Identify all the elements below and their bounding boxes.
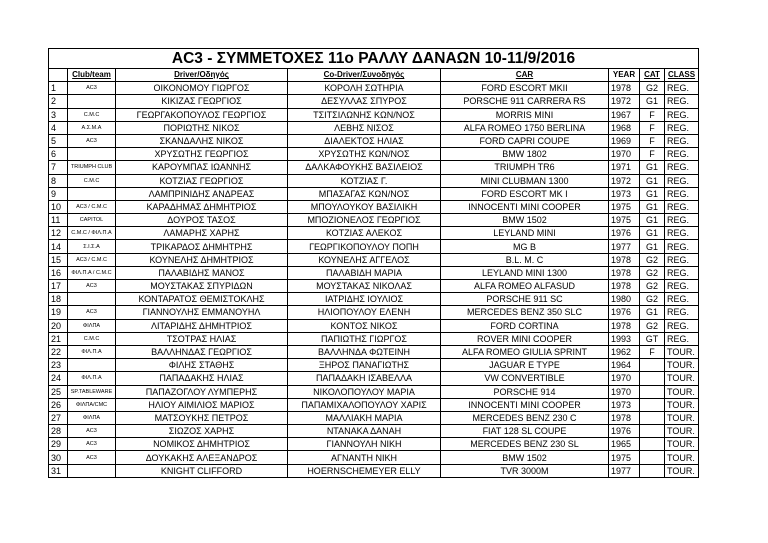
table-row	[49, 293, 699, 306]
entry-number-cell: 11	[49, 214, 68, 227]
entry-number-cell: 29	[49, 438, 68, 451]
car-model-cell: MERCEDES BENZ 230 C	[441, 411, 609, 424]
driver-name-cell: ΒΑΛΛΗΝΔΑΣ ΓΕΩΡΓΙΟΣ	[116, 345, 288, 358]
car-year-cell: 1975	[609, 200, 640, 213]
car-model-cell: FORD CAPRI COUPE	[441, 134, 609, 147]
driver-name-cell: ΛΑΜΑΡΗΣ ΧΑΡΗΣ	[116, 227, 288, 240]
codriver-name-cell: ΒΑΛΛΗΝΔΑ ΦΩΤΕΙΝΗ	[288, 345, 441, 358]
car-year-cell: 1972	[609, 174, 640, 187]
club-team-cell: AC3	[68, 451, 116, 464]
car-year-cell: 1980	[609, 293, 640, 306]
driver-name-cell: ΣΙΩΖΟΣ ΧΑΡΗΣ	[116, 425, 288, 438]
driver-name-cell: ΧΡΥΣΩΤΗΣ ΓΕΩΡΓΙΟΣ	[116, 148, 288, 161]
entry-number-cell: 28	[49, 425, 68, 438]
car-year-cell: 1971	[609, 161, 640, 174]
codriver-name-cell: ΚΟΤΖΙΑΣ ΑΛΕΚΟΣ	[288, 227, 441, 240]
car-model-cell: PORSCHE 911 CARRERA RS	[441, 95, 609, 108]
club-team-cell: AC3	[68, 438, 116, 451]
car-year-cell: 1970	[609, 385, 640, 398]
category-cell: G1	[640, 240, 665, 253]
codriver-name-cell: ΜΑΛΛΙΑΚΗ ΜΑΡΙΑ	[288, 411, 441, 424]
codriver-name-cell: ΧΡΥΣΩΤΗΣ ΚΩΝ/ΝΟΣ	[288, 148, 441, 161]
car-model-cell: B.L. M. C	[441, 253, 609, 266]
codriver-name-cell: ΝΙΚΟΛΟΠΟΥΛΟΥ ΜΑΡΙΑ	[288, 385, 441, 398]
driver-name-cell: ΠΑΛΑΒΙΔΗΣ ΜΑΝΟΣ	[116, 266, 288, 279]
codriver-name-cell: ΚΟΡΟΛΗ ΣΩΤΗΡΙΑ	[288, 82, 441, 95]
codriver-name-cell: ΝΤΑΝΑΚΑ ΔΑΝΑΗ	[288, 425, 441, 438]
table-row	[49, 280, 699, 293]
car-model-cell: INNOCENTI MINI COOPER	[441, 200, 609, 213]
driver-name-cell: ΚΑΡΟΥΜΠΑΣ ΙΩΑΝΝΗΣ	[116, 161, 288, 174]
car-year-cell: 1978	[609, 266, 640, 279]
entry-number-cell: 14	[49, 240, 68, 253]
class-cell: TOUR.	[665, 345, 699, 358]
entry-number-cell: 4	[49, 121, 68, 134]
entry-number-cell: 23	[49, 359, 68, 372]
header-car: CAR	[441, 69, 609, 82]
codriver-name-cell: ΞΗΡΟΣ ΠΑΝΑΓΙΩΤΗΣ	[288, 359, 441, 372]
driver-name-cell: ΜΟΥΣΤΑΚΑΣ ΣΠΥΡΙΔΩΝ	[116, 280, 288, 293]
class-cell: REG.	[665, 134, 699, 147]
table-row	[49, 438, 699, 451]
car-year-cell: 1993	[609, 332, 640, 345]
car-year-cell: 1978	[609, 253, 640, 266]
codriver-name-cell: ΓΙΑΝΝΟΥΛΗ ΝΙΚΗ	[288, 438, 441, 451]
page-title: AC3 - ΣΥΜΜΕΤΟΧΕΣ 11ο ΡΑΛΛΥ ΔΑΝΑΩΝ 10-11/9/2016	[49, 49, 699, 69]
club-team-cell	[68, 148, 116, 161]
car-year-cell: 1978	[609, 319, 640, 332]
header-driver: Driver/Οδηγός	[116, 69, 288, 82]
category-cell: G2	[640, 266, 665, 279]
class-cell: REG.	[665, 148, 699, 161]
car-year-cell: 1976	[609, 227, 640, 240]
car-year-cell: 1968	[609, 121, 640, 134]
car-year-cell: 1975	[609, 214, 640, 227]
category-cell: F	[640, 148, 665, 161]
driver-name-cell: ΗΛΙΟΥ ΑΙΜΙΛΙΟΣ ΜΑΡΙΟΣ	[116, 398, 288, 411]
header-club: Club/team	[68, 69, 116, 82]
class-cell: REG.	[665, 95, 699, 108]
table-row	[49, 174, 699, 187]
club-team-cell: ΦΙΛΠΑ/CMC	[68, 398, 116, 411]
class-cell: REG.	[665, 121, 699, 134]
class-cell: TOUR.	[665, 385, 699, 398]
table-row	[49, 134, 699, 147]
driver-name-cell: ΠΑΠΑΖΟΓΛΟΥ ΛΥΜΠΕΡΗΣ	[116, 385, 288, 398]
codriver-name-cell: ΓΕΩΡΓΙΚΟΠΟΥΛΟΥ ΠΟΠΗ	[288, 240, 441, 253]
codriver-name-cell: ΔΑΛΚΑΦΟΥΚΗΣ ΒΑΣΙΛΕΙΟΣ	[288, 161, 441, 174]
club-team-cell: C.M.C	[68, 174, 116, 187]
car-model-cell: JAGUAR E TYPE	[441, 359, 609, 372]
club-team-cell: ΦΙΛΠΑ	[68, 411, 116, 424]
club-team-cell: CAPITOL	[68, 214, 116, 227]
car-year-cell: 1973	[609, 398, 640, 411]
category-cell	[640, 438, 665, 451]
category-cell: F	[640, 134, 665, 147]
driver-name-cell: ΤΡΙΚΑΡΔΟΣ ΔΗΜΗΤΡΗΣ	[116, 240, 288, 253]
class-cell: TOUR.	[665, 359, 699, 372]
car-year-cell: 1976	[609, 306, 640, 319]
car-model-cell: ALFA ROMEO ALFASUD	[441, 280, 609, 293]
category-cell: G2	[640, 253, 665, 266]
class-cell: REG.	[665, 108, 699, 121]
club-team-cell: TRIUMPH CLUB	[68, 161, 116, 174]
entry-number-cell: 1	[49, 82, 68, 95]
car-model-cell: BMW 1502	[441, 214, 609, 227]
table-row	[49, 148, 699, 161]
club-team-cell: C.M.C	[68, 332, 116, 345]
entry-number-cell: 19	[49, 306, 68, 319]
table-row	[49, 306, 699, 319]
car-model-cell: FIAT 128 SL COUPE	[441, 425, 609, 438]
club-team-cell	[68, 95, 116, 108]
table-row	[49, 200, 699, 213]
category-cell: G2	[640, 280, 665, 293]
car-model-cell: FORD ESCORT MKII	[441, 82, 609, 95]
entry-number-cell: 17	[49, 280, 68, 293]
car-year-cell: 1978	[609, 411, 640, 424]
car-model-cell: BMW 1502	[441, 451, 609, 464]
entry-number-cell: 31	[49, 464, 68, 477]
class-cell: REG.	[665, 240, 699, 253]
table-row	[49, 451, 699, 464]
table-row	[49, 227, 699, 240]
class-cell: TOUR.	[665, 425, 699, 438]
category-cell	[640, 464, 665, 477]
car-year-cell: 1964	[609, 359, 640, 372]
category-cell: G1	[640, 187, 665, 200]
entry-number-cell: 5	[49, 134, 68, 147]
driver-name-cell: ΝΟΜΙΚΟΣ ΔΗΜΗΤΡΙΟΣ	[116, 438, 288, 451]
category-cell: F	[640, 108, 665, 121]
car-year-cell: 1962	[609, 345, 640, 358]
club-team-cell: AC3	[68, 134, 116, 147]
driver-name-cell: ΠΟΡΙΩΤΗΣ ΝΙΚΟΣ	[116, 121, 288, 134]
club-team-cell	[68, 293, 116, 306]
driver-name-cell: ΓΕΩΡΓΑΚΟΠΟΥΛΟΣ ΓΕΩΡΓΙΟΣ	[116, 108, 288, 121]
car-year-cell: 1976	[609, 425, 640, 438]
class-cell: REG.	[665, 227, 699, 240]
header-num	[49, 69, 68, 82]
club-team-cell	[68, 359, 116, 372]
category-cell	[640, 425, 665, 438]
car-year-cell: 1972	[609, 95, 640, 108]
table-row	[49, 161, 699, 174]
category-cell: G1	[640, 174, 665, 187]
club-team-cell: Σ.Ι.Σ.Α	[68, 240, 116, 253]
club-team-cell: AC3	[68, 280, 116, 293]
car-year-cell: 1970	[609, 372, 640, 385]
driver-name-cell: ΣΚΑΝΔΑΛΗΣ ΝΙΚΟΣ	[116, 134, 288, 147]
car-model-cell: FORD CORTINA	[441, 319, 609, 332]
codriver-name-cell: HOERNSCHEMEYER ELLY	[288, 464, 441, 477]
driver-name-cell: ΤΣΟΤΡΑΣ ΗΛΙΑΣ	[116, 332, 288, 345]
car-model-cell: MERCEDES BENZ 350 SLC	[441, 306, 609, 319]
class-cell: REG.	[665, 200, 699, 213]
table-row	[49, 464, 699, 477]
codriver-name-cell: ΜΠΟΖΙΟΝΕΛΟΣ ΓΕΩΡΓΙΟΣ	[288, 214, 441, 227]
table-row	[49, 332, 699, 345]
entry-rows	[49, 82, 699, 478]
entry-number-cell: 24	[49, 372, 68, 385]
category-cell: G1	[640, 200, 665, 213]
car-model-cell: MERCEDES BENZ 230 SL	[441, 438, 609, 451]
class-cell: REG.	[665, 266, 699, 279]
club-team-cell	[68, 464, 116, 477]
class-cell: TOUR.	[665, 398, 699, 411]
class-cell: REG.	[665, 214, 699, 227]
category-cell: F	[640, 345, 665, 358]
class-cell: REG.	[665, 332, 699, 345]
table-row	[49, 240, 699, 253]
class-cell: REG.	[665, 187, 699, 200]
driver-name-cell: ΛΑΜΠΡΙΝΙΔΗΣ ΑΝΔΡΕΑΣ	[116, 187, 288, 200]
codriver-name-cell: ΜΟΥΣΤΑΚΑΣ ΝΙΚΟΛΑΣ	[288, 280, 441, 293]
club-team-cell: C.M.C / ΦΙΛ.Π.Α	[68, 227, 116, 240]
club-team-cell: SP.TABLEWARE	[68, 385, 116, 398]
car-model-cell: MINI CLUBMAN 1300	[441, 174, 609, 187]
club-team-cell	[68, 187, 116, 200]
car-year-cell: 1977	[609, 240, 640, 253]
driver-name-cell: ΛΙΤΑΡΙΔΗΣ ΔΗΜΗΤΡΙΟΣ	[116, 319, 288, 332]
codriver-name-cell: ΚΟΝΤΟΣ ΝΙΚΟΣ	[288, 319, 441, 332]
codriver-name-cell: ΗΛΙΟΠΟΥΛΟΥ ΕΛΕΝΗ	[288, 306, 441, 319]
car-model-cell: TRIUMPH TR6	[441, 161, 609, 174]
club-team-cell: AC3	[68, 425, 116, 438]
entry-number-cell: 2	[49, 95, 68, 108]
category-cell: G2	[640, 319, 665, 332]
driver-name-cell: ΚΑΡΑΔΗΜΑΣ ΔΗΜΗΤΡΙΟΣ	[116, 200, 288, 213]
entry-number-cell: 7	[49, 161, 68, 174]
table-row	[49, 187, 699, 200]
class-cell: TOUR.	[665, 464, 699, 477]
car-year-cell: 1978	[609, 82, 640, 95]
car-year-cell: 1978	[609, 280, 640, 293]
class-cell: TOUR.	[665, 411, 699, 424]
car-year-cell: 1977	[609, 464, 640, 477]
codriver-name-cell: ΚΟΤΖΙΑΣ Γ.	[288, 174, 441, 187]
club-team-cell: AC3	[68, 306, 116, 319]
driver-name-cell: KNIGHT CLIFFORD	[116, 464, 288, 477]
category-cell	[640, 451, 665, 464]
class-cell: REG.	[665, 306, 699, 319]
category-cell	[640, 372, 665, 385]
car-model-cell: PORSCHE 914	[441, 385, 609, 398]
codriver-name-cell: ΠΑΠΙΩΤΗΣ ΓΙΩΡΓΟΣ	[288, 332, 441, 345]
driver-name-cell: ΟΙΚΟΝΟΜΟΥ ΓΙΩΡΓΟΣ	[116, 82, 288, 95]
category-cell: GT	[640, 332, 665, 345]
car-model-cell: MORRIS MINI	[441, 108, 609, 121]
car-year-cell: 1967	[609, 108, 640, 121]
car-year-cell: 1965	[609, 438, 640, 451]
category-cell: G1	[640, 227, 665, 240]
entry-number-cell: 26	[49, 398, 68, 411]
class-cell: TOUR.	[665, 438, 699, 451]
category-cell: F	[640, 121, 665, 134]
car-year-cell: 1970	[609, 148, 640, 161]
table-row	[49, 425, 699, 438]
car-model-cell: FORD ESCORT MK I	[441, 187, 609, 200]
entry-number-cell: 12	[49, 227, 68, 240]
driver-name-cell: ΔΟΥΡΟΣ ΤΑΣΟΣ	[116, 214, 288, 227]
driver-name-cell: ΦΙΛΗΣ ΣΤΑΘΗΣ	[116, 359, 288, 372]
class-cell: TOUR.	[665, 451, 699, 464]
codriver-name-cell: ΠΑΠΑΜΙΧΑΛΟΠΟΥΛΟΥ ΧΑΡΙΣ	[288, 398, 441, 411]
codriver-name-cell: ΑΓΝΑΝΤΗ ΝΙΚΗ	[288, 451, 441, 464]
club-team-cell: Α.Σ.Μ.Α	[68, 121, 116, 134]
driver-name-cell: ΠΑΠΑΔΑΚΗΣ ΗΛΙΑΣ	[116, 372, 288, 385]
car-model-cell: TVR 3000M	[441, 464, 609, 477]
club-team-cell: ΦΙΛ.Π.Α	[68, 345, 116, 358]
entry-list-table	[48, 48, 699, 478]
entry-number-cell: 16	[49, 266, 68, 279]
codriver-name-cell: ΙΑΤΡΙΔΗΣ ΙΟΥΛΙΟΣ	[288, 293, 441, 306]
codriver-name-cell: ΜΠΟΥΛΟΥΚΟΥ ΒΑΣΙΛΙΚΗ	[288, 200, 441, 213]
table-row	[49, 121, 699, 134]
codriver-name-cell: ΤΣΙΤΣΙΛΩΝΗΣ ΚΩΝ/ΝΟΣ	[288, 108, 441, 121]
entry-number-cell: 15	[49, 253, 68, 266]
codriver-name-cell: ΜΠΑΣΑΓΑΣ ΚΩΝ/ΝΟΣ	[288, 187, 441, 200]
header-row	[49, 69, 699, 82]
category-cell	[640, 385, 665, 398]
category-cell	[640, 398, 665, 411]
car-year-cell: 1975	[609, 451, 640, 464]
class-cell: REG.	[665, 253, 699, 266]
entry-number-cell: 27	[49, 411, 68, 424]
entry-number-cell: 30	[49, 451, 68, 464]
table-row	[49, 266, 699, 279]
table-row	[49, 398, 699, 411]
category-cell	[640, 359, 665, 372]
car-year-cell: 1969	[609, 134, 640, 147]
entry-number-cell: 10	[49, 200, 68, 213]
table-row	[49, 345, 699, 358]
class-cell: REG.	[665, 280, 699, 293]
category-cell	[640, 411, 665, 424]
entry-number-cell: 22	[49, 345, 68, 358]
entry-number-cell: 21	[49, 332, 68, 345]
header-cat: CAT	[640, 69, 665, 82]
entry-number-cell: 3	[49, 108, 68, 121]
header-year: YEAR	[609, 69, 640, 82]
car-model-cell: LEYLAND MINI 1300	[441, 266, 609, 279]
table-row	[49, 319, 699, 332]
entry-number-cell: 25	[49, 385, 68, 398]
club-team-cell: C.M.C	[68, 108, 116, 121]
table-row	[49, 82, 699, 95]
class-cell: REG.	[665, 293, 699, 306]
entry-number-cell: 18	[49, 293, 68, 306]
class-cell: REG.	[665, 319, 699, 332]
category-cell: G2	[640, 293, 665, 306]
car-model-cell: MG B	[441, 240, 609, 253]
car-model-cell: BMW 1802	[441, 148, 609, 161]
header-codriver: Co-Driver/Συνοδηγός	[288, 69, 441, 82]
title-row	[49, 49, 699, 69]
category-cell: G2	[640, 82, 665, 95]
codriver-name-cell: ΛΕΒΗΣ ΝΙΣΟΣ	[288, 121, 441, 134]
entry-number-cell: 8	[49, 174, 68, 187]
car-year-cell: 1973	[609, 187, 640, 200]
table-row	[49, 385, 699, 398]
class-cell: REG.	[665, 82, 699, 95]
driver-name-cell: ΚΟΤΖΙΑΣ ΓΕΩΡΓΙΟΣ	[116, 174, 288, 187]
table-row	[49, 214, 699, 227]
car-model-cell: VW CONVERTIBLE	[441, 372, 609, 385]
club-team-cell: AC3 / C.M.C	[68, 253, 116, 266]
class-cell: REG.	[665, 174, 699, 187]
category-cell: G1	[640, 306, 665, 319]
category-cell: G1	[640, 161, 665, 174]
car-model-cell: ALFA ROMEO 1750 BERLINA	[441, 121, 609, 134]
table-row	[49, 372, 699, 385]
driver-name-cell: ΚΙΚΙΖΑΣ ΓΕΩΡΓΙΟΣ	[116, 95, 288, 108]
codriver-name-cell: ΚΟΥΝΕΛΗΣ ΑΓΓΕΛΟΣ	[288, 253, 441, 266]
driver-name-cell: ΚΟΝΤΑΡΑΤΟΣ ΘΕΜΙΣΤΟΚΛΗΣ	[116, 293, 288, 306]
table-row	[49, 359, 699, 372]
car-model-cell: ROVER MINI COOPER	[441, 332, 609, 345]
car-model-cell: ALFA ROMEO GIULIA SPRINT	[441, 345, 609, 358]
header-class: CLASS	[665, 69, 699, 82]
codriver-name-cell: ΔΙΑΛΕΚΤΟΣ ΗΛΙΑΣ	[288, 134, 441, 147]
club-team-cell: AC3 / C.M.C	[68, 200, 116, 213]
entry-number-cell: 20	[49, 319, 68, 332]
club-team-cell: ΦΙΛΠΑ	[68, 319, 116, 332]
driver-name-cell: ΓΙΑΝΝΟΥΛΗΣ ΕΜΜΑΝΟΥΗΛ	[116, 306, 288, 319]
class-cell: TOUR.	[665, 372, 699, 385]
class-cell: REG.	[665, 161, 699, 174]
entry-number-cell: 9	[49, 187, 68, 200]
table-row	[49, 108, 699, 121]
driver-name-cell: ΜΑΤΣΟΥΚΗΣ ΠΕΤΡΟΣ	[116, 411, 288, 424]
driver-name-cell: ΚΟΥΝΕΛΗΣ ΔΗΜΗΤΡΙΟΣ	[116, 253, 288, 266]
table-row	[49, 253, 699, 266]
codriver-name-cell: ΠΑΛΑΒΙΔΗ ΜΑΡΙΑ	[288, 266, 441, 279]
car-model-cell: PORSCHE 911 SC	[441, 293, 609, 306]
category-cell: G1	[640, 214, 665, 227]
codriver-name-cell: ΔΕΣΥΛΛΑΣ ΣΠΥΡΟΣ	[288, 95, 441, 108]
codriver-name-cell: ΠΑΠΑΔΑΚΗ ΙΣΑΒΕΛΛΑ	[288, 372, 441, 385]
entry-number-cell: 6	[49, 148, 68, 161]
table-row	[49, 411, 699, 424]
driver-name-cell: ΔΟΥΚΑΚΗΣ ΑΛΕΞΑΝΔΡΟΣ	[116, 451, 288, 464]
club-team-cell: ΦΙΛ.Π.Α	[68, 372, 116, 385]
car-model-cell: LEYLAND MINI	[441, 227, 609, 240]
club-team-cell: ΦΙΛ.Π.Α / C.M.C	[68, 266, 116, 279]
table-row	[49, 95, 699, 108]
car-model-cell: INNOCENTI MINI COOPER	[441, 398, 609, 411]
category-cell: G1	[640, 95, 665, 108]
club-team-cell: AC3	[68, 82, 116, 95]
